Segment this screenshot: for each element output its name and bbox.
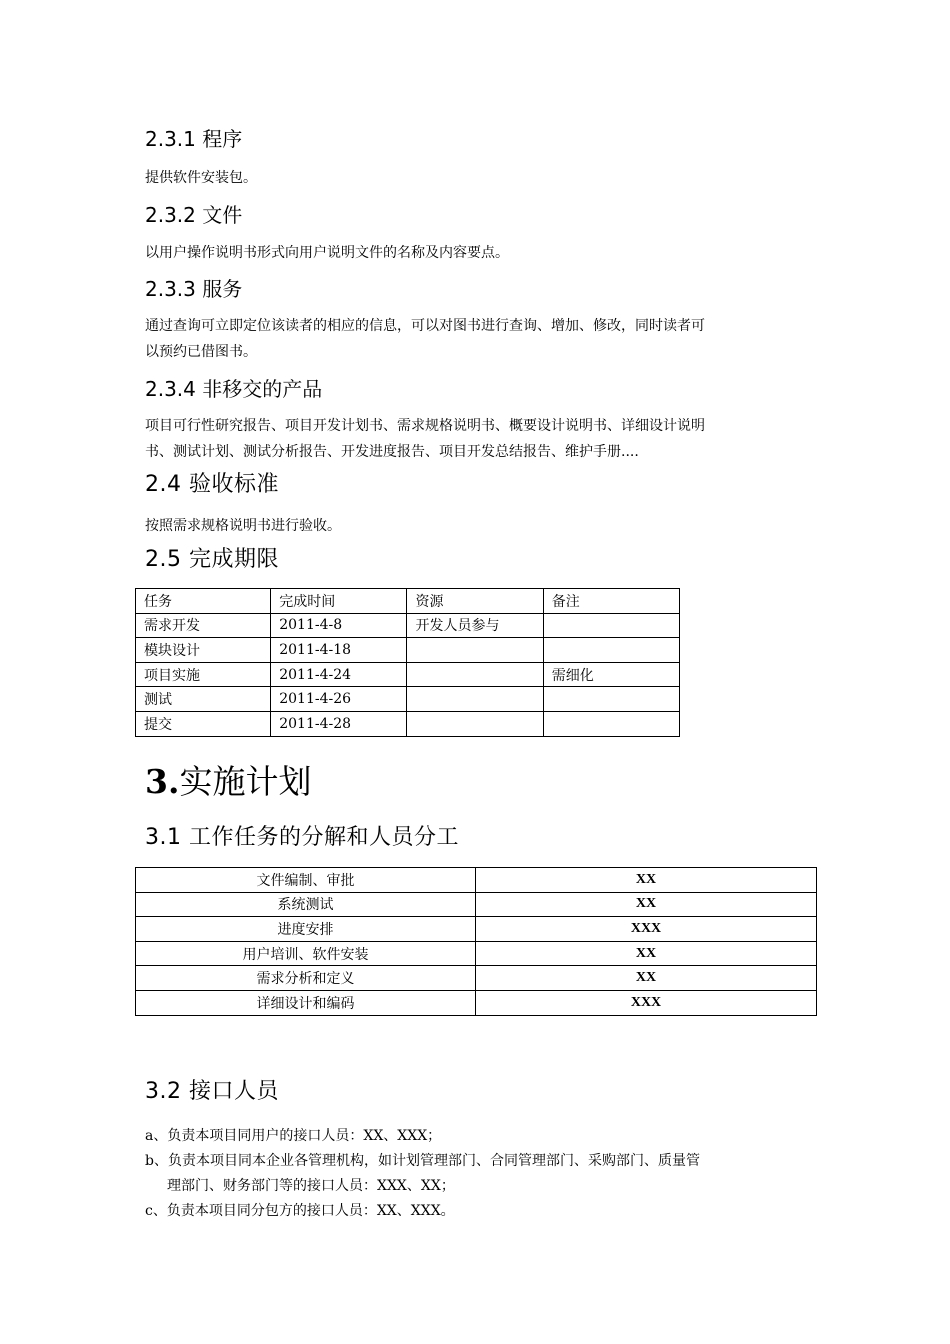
table-cell — [407, 638, 543, 663]
task-cell: 需求分析和定义 — [136, 966, 476, 991]
section-2-3-3-title: 2.3.3 服务 — [145, 277, 243, 301]
table-cell — [543, 638, 679, 663]
section-2-3-2-text: 以用户操作说明书形式向用户说明文件的名称及内容要点。 — [145, 245, 509, 261]
table-cell: 模块设计 — [136, 638, 271, 663]
table-row — [136, 687, 680, 712]
section-2-3-3-text-line2: 以预约已借图书。 — [145, 344, 257, 360]
table-cell — [543, 687, 679, 712]
chapter-number: 3. — [145, 762, 180, 801]
person-cell: XXX — [476, 917, 817, 942]
table-row — [136, 917, 817, 942]
table-cell: 提交 — [136, 711, 271, 736]
list-item-a: a、负责本项目同用户的接口人员：XX、XXX； — [145, 1128, 442, 1144]
table-row — [136, 966, 817, 991]
table-row — [136, 662, 680, 687]
table-cell: 2011-4-18 — [271, 638, 407, 663]
list-item-c: c、负责本项目同分包方的接口人员：XX、XXX。 — [145, 1203, 455, 1219]
section-3-1-title: 3.1 工作任务的分解和人员分工 — [145, 825, 459, 850]
person-cell: XX — [476, 868, 817, 893]
table-header-cell: 资源 — [407, 589, 543, 614]
table-cell — [543, 711, 679, 736]
table-cell — [407, 662, 543, 687]
table-row — [136, 613, 680, 638]
person-cell: XX — [476, 892, 817, 917]
table-cell: 测试 — [136, 687, 271, 712]
table-row — [136, 941, 817, 966]
chapter-name: 实施计划 — [179, 762, 312, 801]
task-cell: 进度安排 — [136, 917, 476, 942]
section-2-3-4-text-line1: 项目可行性研究报告、项目开发计划书、需求规格说明书、概要设计说明书、详细设计说明 — [145, 418, 705, 434]
table-row — [136, 638, 680, 663]
section-3-2-title: 3.2 接口人员 — [145, 1079, 279, 1104]
section-2-3-4-title: 2.3.4 非移交的产品 — [145, 377, 323, 401]
table-row — [136, 990, 817, 1015]
person-cell: XX — [476, 966, 817, 991]
table-cell: 需求开发 — [136, 613, 271, 638]
table-header-cell: 备注 — [543, 589, 679, 614]
table-header-row — [136, 589, 680, 614]
section-2-3-1-text: 提供软件安装包。 — [145, 170, 257, 186]
table-header-cell: 完成时间 — [271, 589, 407, 614]
table-cell: 2011-4-28 — [271, 711, 407, 736]
section-2-4-text: 按照需求规格说明书进行验收。 — [145, 518, 341, 534]
table-cell: 项目实施 — [136, 662, 271, 687]
list-item-b-line1: b、负责本项目同本企业各管理机构，如计划管理部门、合同管理部门、采购部门、质量管 — [145, 1153, 700, 1169]
section-2-3-4-text-line2: 书、测试计划、测试分析报告、开发进度报告、项目开发总结报告、维护手册.... — [145, 444, 639, 460]
task-cell: 详细设计和编码 — [136, 990, 476, 1015]
table-cell — [407, 711, 543, 736]
table-row — [136, 868, 817, 893]
table-cell: 需细化 — [543, 662, 679, 687]
section-2-3-2-title: 2.3.2 文件 — [145, 203, 243, 227]
section-2-3-3-text-line1: 通过查询可立即定位该读者的相应的信息，可以对图书进行查询、增加、修改，同时读者可 — [145, 318, 705, 334]
person-cell: XX — [476, 941, 817, 966]
section-2-4-title: 2.4 验收标准 — [145, 472, 279, 497]
list-item-b-line2: 理部门、财务部门等的接口人员：XXX、XX； — [167, 1178, 455, 1194]
table-cell: 2011-4-24 — [271, 662, 407, 687]
section-2-5-title: 2.5 完成期限 — [145, 547, 279, 572]
table-header-cell: 任务 — [136, 589, 271, 614]
task-cell: 用户培训、软件安装 — [136, 941, 476, 966]
schedule-table — [135, 588, 680, 737]
table-cell: 2011-4-26 — [271, 687, 407, 712]
table-row — [136, 892, 817, 917]
table-cell — [407, 687, 543, 712]
chapter-3-title — [145, 756, 311, 803]
table-row — [136, 711, 680, 736]
task-cell: 文件编制、审批 — [136, 868, 476, 893]
task-division-table — [135, 867, 817, 1016]
table-cell: 2011-4-8 — [271, 613, 407, 638]
section-2-3-1-title: 2.3.1 程序 — [145, 127, 243, 151]
table-cell — [543, 613, 679, 638]
task-cell: 系统测试 — [136, 892, 476, 917]
person-cell: XXX — [476, 990, 817, 1015]
table-cell: 开发人员参与 — [407, 613, 543, 638]
